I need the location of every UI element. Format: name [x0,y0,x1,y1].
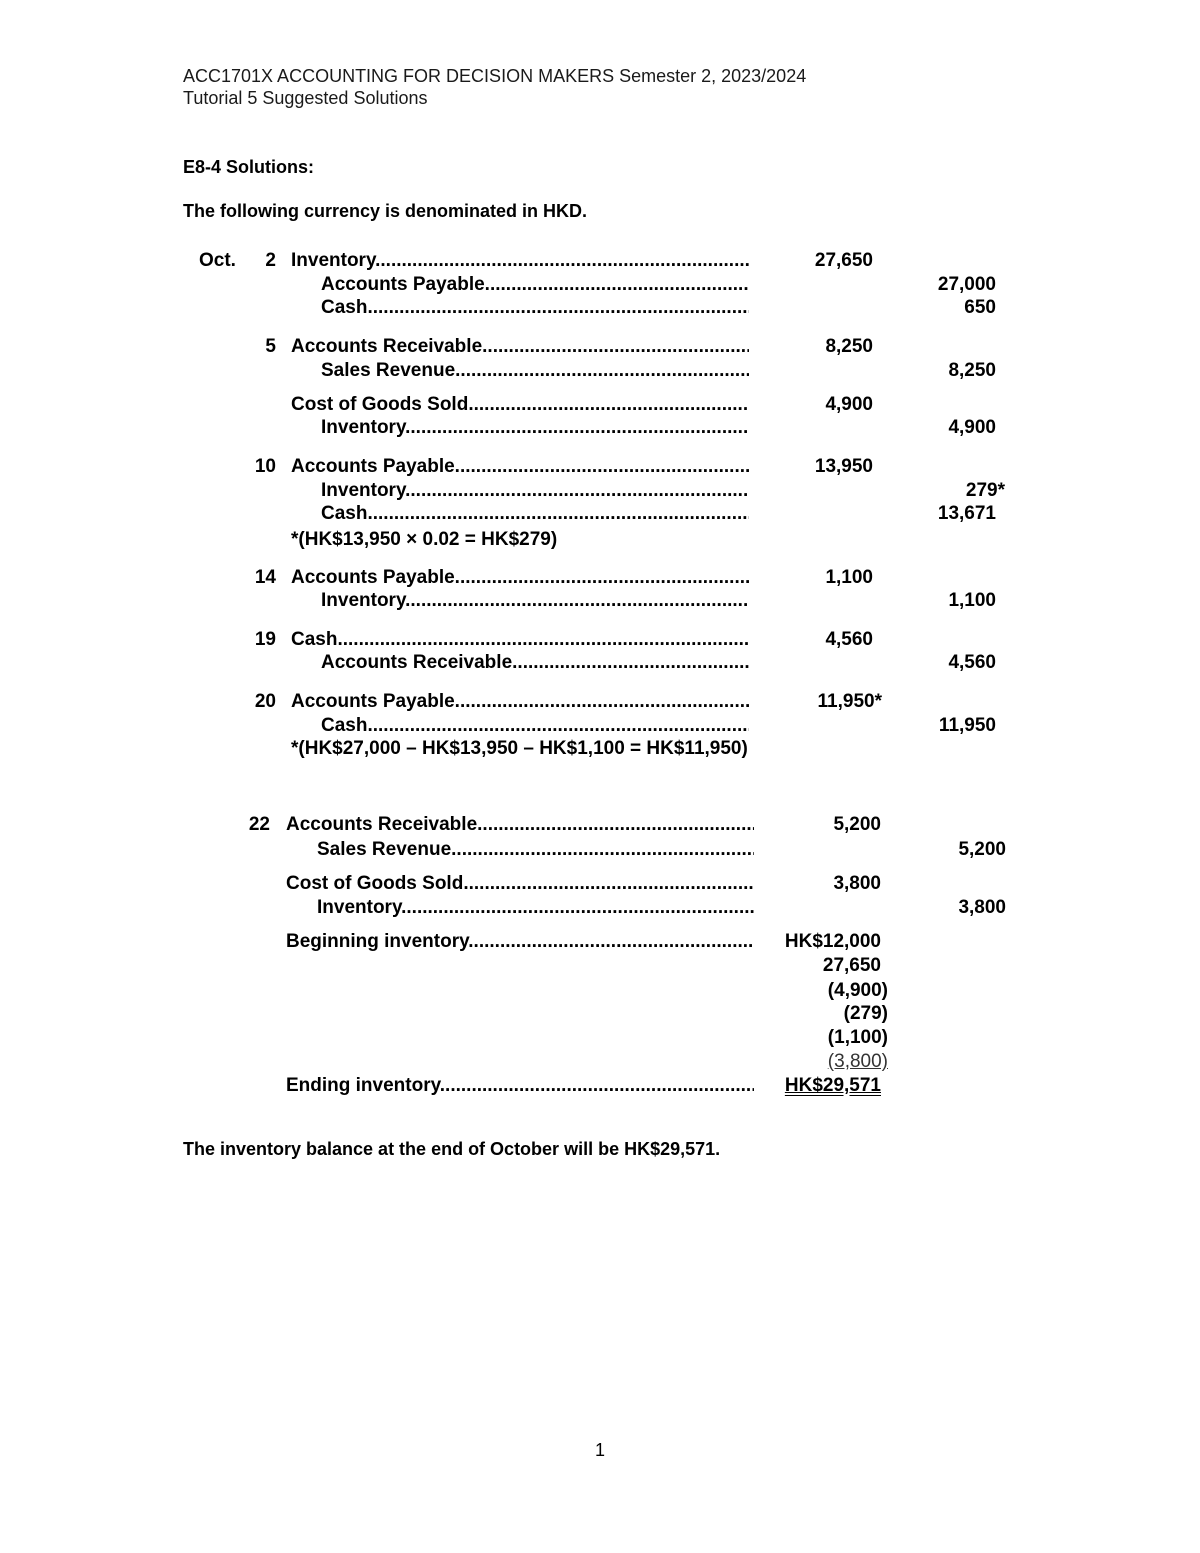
journal-account-debit: Inventory ..... [291,250,749,272]
credit-amount: 4,900 [948,417,996,438]
debit-amount: 3,800 [833,873,881,894]
credit-amount: 13,671 [937,503,996,524]
journal-account-debit: Cost of Goods Sold ..... [291,394,749,416]
debit-amount: 13,950 [814,456,873,477]
section-title: E8-4 Solutions: [183,157,315,177]
journal-account-credit: Cash ..... [321,503,749,525]
inventory-adjustment-value: (3,800) [827,1051,888,1072]
debit-amount: 8,250 [825,336,873,357]
entry-date: 14 [254,567,276,588]
journal-account-credit: Inventory ..... [317,897,754,919]
credit-amount: 11,950 [938,715,996,736]
debit-amount: 4,900 [825,394,873,415]
beginning-inventory-label: Beginning inventory ..... [286,931,754,953]
entry-date: 5 [265,336,276,357]
credit-amount: 3,800 [958,897,1006,918]
entry-date: 10 [254,456,276,477]
credit-amount: 8,250 [948,360,996,381]
inventory-adjustment: (4,900) [827,980,888,1001]
credit-amount: 650 [964,297,996,318]
currency-note: The following currency is denominated in HKD. [183,201,588,221]
journal-account-credit: Inventory ..... [321,480,749,502]
debit-amount: 27,650 [814,250,873,271]
ending-inventory-label: Ending inventory ..... [286,1075,754,1097]
conclusion: The inventory balance at the end of October will be HK$29,571. [183,1139,721,1159]
journal-account-credit: Cash ..... [321,715,749,737]
inventory-adjustment-last [760,1051,888,1073]
credit-amount: 279* [965,480,1005,501]
credit-amount: 4,560 [948,652,996,673]
journal-account-credit: Inventory ..... [321,590,749,612]
journal-account-debit: Cash ..... [291,629,749,651]
journal-account-credit: Inventory ..... [321,417,749,439]
journal-account-credit: Sales Revenue ..... [317,839,754,861]
page-number: 1 [594,1440,605,1460]
tutorial-subtitle: Tutorial 5 Suggested Solutions [183,88,428,108]
debit-amount: 1,100 [825,567,873,588]
journal-account-debit: Accounts Receivable ..... [291,336,749,358]
journal-month: Oct. [199,250,236,271]
credit-amount: 1,100 [948,590,996,611]
inventory-adjustment: 27,650 [822,955,881,976]
debit-amount: 4,560 [825,629,873,650]
ending-inventory-value: HK$29,571 [784,1075,881,1096]
inventory-adjustment: (1,100) [827,1027,888,1048]
journal-account-credit: Cash ..... [321,297,749,319]
journal-account-debit: Accounts Payable ..... [291,691,749,713]
entry-date: 22 [248,814,270,835]
entry-date: 20 [254,691,276,712]
journal-account-credit: Accounts Receivable ..... [321,652,749,674]
calculation-note: *(HK$27,000 – HK$13,950 – HK$1,100 = HK$11,950) [291,738,748,759]
calculation-note: *(HK$13,950 × 0.02 = HK$279) [291,529,558,550]
debit-amount: 11,950* [817,691,882,712]
journal-account-debit: Accounts Payable ..... [291,456,749,478]
journal-account-credit: Accounts Payable ..... [321,274,749,296]
beginning-inventory-value: HK$12,000 [784,931,881,952]
journal-account-debit: Accounts Payable ..... [291,567,749,589]
credit-amount: 5,200 [958,839,1006,860]
entry-date: 2 [265,250,276,271]
journal-account-debit: Accounts Receivable ..... [286,814,754,836]
inventory-adjustment: (279) [843,1003,888,1024]
course-header: ACC1701X ACCOUNTING FOR DECISION MAKERS Semester 2, 2023/2024 [183,66,807,86]
debit-amount: 5,200 [833,814,881,835]
entry-date: 19 [254,629,276,650]
journal-account-debit: Cost of Goods Sold ..... [286,873,754,895]
journal-account-credit: Sales Revenue ..... [321,360,749,382]
credit-amount: 27,000 [937,274,996,295]
